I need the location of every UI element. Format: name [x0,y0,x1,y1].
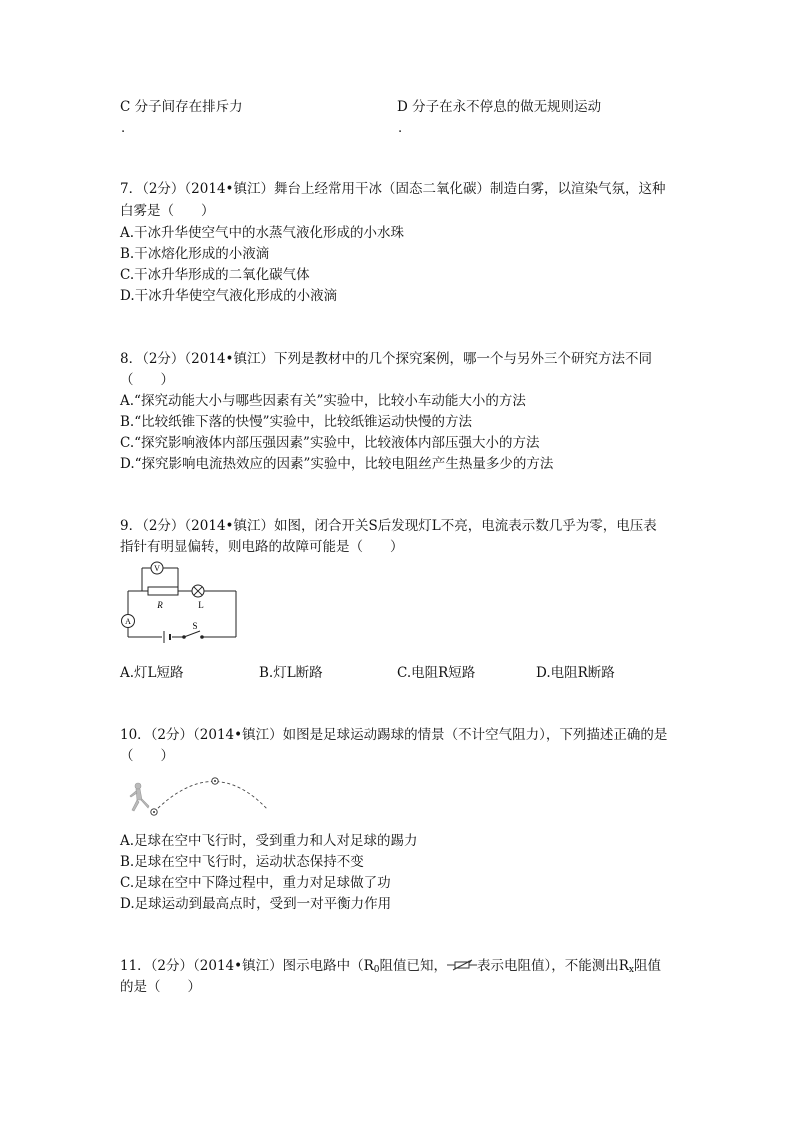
q11-sub-0: 0 [373,965,380,975]
q9-option-b[interactable]: B.灯L断路 [259,665,323,681]
q8-option-a[interactable]: A.“探究动能大小与哪些因素有关”实验中，比较小车动能大小的方法 [120,393,526,409]
q9-circuit-diagram [118,560,242,652]
q8-stem-line1: 8．（2分）（2014•镇江）下列是教材中的几个探究案例，哪一个与另外三个研究方法不同 [120,351,652,367]
variable-resistor-icon [447,959,477,971]
q8-option-d[interactable]: D.“探究影响电流热效应的因素”实验中，比较电阻丝产生热量多少的方法 [120,456,554,472]
q10-option-c[interactable]: C.足球在空中下降过程中，重力对足球做了功 [120,875,391,891]
q7-option-d[interactable]: D.干冰升华使空气液化形成的小液滴 [120,288,338,304]
lamp-icon [192,585,204,597]
q9-stem-line1: 9．（2分）（2014•镇江）如图，闭合开关S后发现灯L不亮，电流表示数几乎为零，电压表 [120,518,657,534]
q9-stem-line2: 指针有明显偏转，则电路的故障可能是（ ） [120,539,404,555]
q11-text-a: 11．（2分）（2014•镇江）图示电路中（R [120,958,374,974]
q7-option-b[interactable]: B.干冰熔化形成的小液滴 [120,246,270,262]
q8-option-c[interactable]: C.“探究影响液体内部压强因素”实验中，比较液体内部压强大小的方法 [120,435,540,451]
q10-stem-line2: （ ） [120,748,174,764]
football-icon [151,809,157,815]
q10-option-a[interactable]: A.足球在空中飞行时，受到重力和人对足球的踢力 [120,833,418,849]
ball-trajectory [154,781,268,812]
q7-stem-line2: 白雾是（ ） [120,203,215,219]
q9-option-c[interactable]: C.电阻R短路 [397,665,476,681]
resistor-label: R [157,600,163,610]
switch-icon [183,631,204,638]
q7-option-a[interactable]: A.干冰升华使空气中的水蒸气液化形成的小水珠 [120,225,405,241]
q10-option-b[interactable]: B.足球在空中飞行时，运动状态保持不变 [120,854,364,870]
football-top-icon [212,778,218,784]
q10-stem-line1: 10．（2分）（2014•镇江）如图是足球运动踢球的情景（不计空气阻力），下列描述正确的是 [120,727,668,743]
q11-stem-line2: 的是（ ） [120,979,201,995]
q11-text-c: 表示电阻值），不能测出R [477,958,629,974]
q11-text-d: 阻值 [634,958,661,974]
q7-stem-line1: 7．（2分）（2014•镇江）舞台上经常用干冰（固态二氧化碳）制造白雾，以渲染气氛，这种 [120,181,666,197]
player-icon [130,783,149,811]
q10-option-d[interactable]: D.足球运动到最高点时，受到一对平衡力作用 [120,896,392,912]
prev-option-d-dot: . [398,121,403,136]
lamp-label: L [198,600,204,610]
q7-option-c[interactable]: C.干冰升华形成的二氧化碳气体 [120,267,310,283]
q8-option-b[interactable]: B.“比较纸锥下落的快慢”实验中，比较纸锥运动快慢的方法 [120,414,473,430]
resistor-icon [148,587,178,595]
q9-option-a[interactable]: A.灯L短路 [120,665,184,681]
switch-label: S [192,621,198,631]
q10-football-diagram [118,770,278,822]
prev-option-c: C 分子间存在排斥力 [120,99,243,115]
prev-option-d: D 分子在永不停息的做无规则运动 [397,99,602,115]
q9-option-d[interactable]: D.电阻R断路 [536,665,615,681]
q11-stem-line1 [120,957,661,979]
battery-icon [164,631,170,643]
ammeter-label: A [125,617,131,626]
q11-sub-x: x [628,965,634,975]
voltmeter-label: V [154,564,160,573]
q8-stem-line2: （ ） [120,372,174,388]
q11-text-b: 阻值已知， [379,958,447,974]
prev-option-c-dot: . [121,121,126,136]
